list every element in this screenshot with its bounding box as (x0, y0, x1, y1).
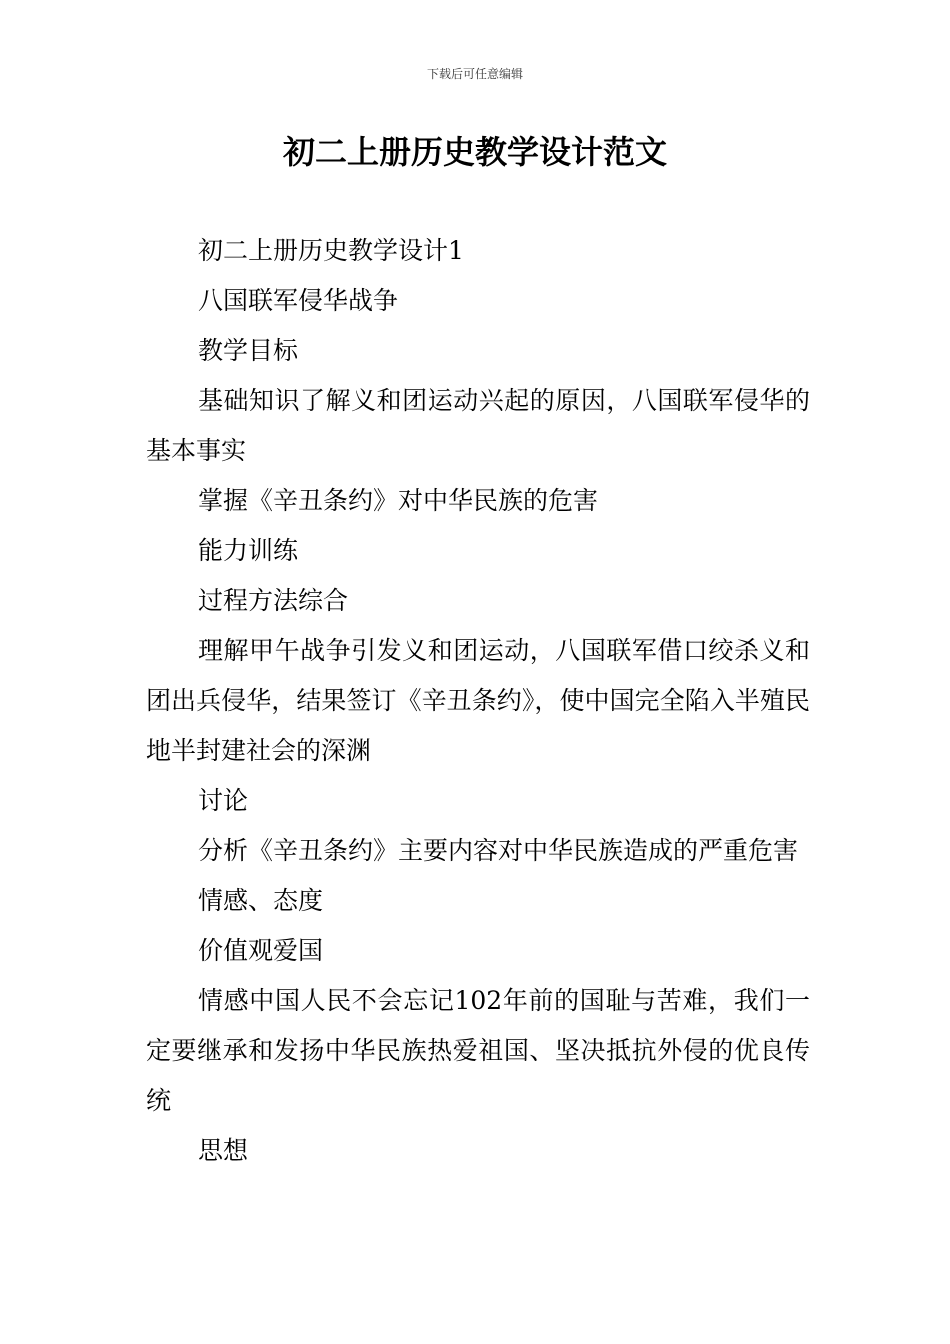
header-note: 下载后可任意编辑 (426, 67, 523, 81)
paragraph-basic-knowledge: 基础知识了解义和团运动兴起的原因，八国联军侵华的基本事实 (146, 386, 810, 465)
paragraph-analysis: 分析《辛丑条约》主要内容对中华民族造成的严重危害 (198, 836, 799, 865)
paragraph-emotion: 情感中国人民不会忘记102年前的国耻与苦难，我们一定要继承和发扬中华民族热爱祖国、坚决抵抗外侵的优良传统 (146, 986, 810, 1115)
paragraph-lesson-title: 八国联军侵华战争 (198, 286, 399, 315)
document-title: 初二上册历史教学设计范文 (282, 133, 667, 171)
paragraph-section-heading: 初二上册历史教学设计1 (198, 236, 464, 265)
document-body (146, 226, 810, 1176)
paragraph-teaching-goals: 教学目标 (198, 336, 299, 365)
paragraph-treaty-harm: 掌握《辛丑条约》对中华民族的危害 (198, 486, 599, 515)
paragraph-understanding: 理解甲午战争引发义和团运动，八国联军借口绞杀义和团出兵侵华，结果签订《辛丑条约》，使中国完全陷入半殖民地半封建社会的深渊 (146, 636, 810, 765)
paragraph-discussion: 讨论 (198, 786, 249, 815)
paragraph-ability-training: 能力训练 (198, 536, 299, 565)
paragraph-emotion-attitude: 情感、态度 (198, 886, 324, 915)
paragraph-thought: 思想 (198, 1136, 249, 1165)
paragraph-values: 价值观爱国 (198, 936, 324, 965)
paragraph-process-method: 过程方法综合 (198, 586, 349, 615)
